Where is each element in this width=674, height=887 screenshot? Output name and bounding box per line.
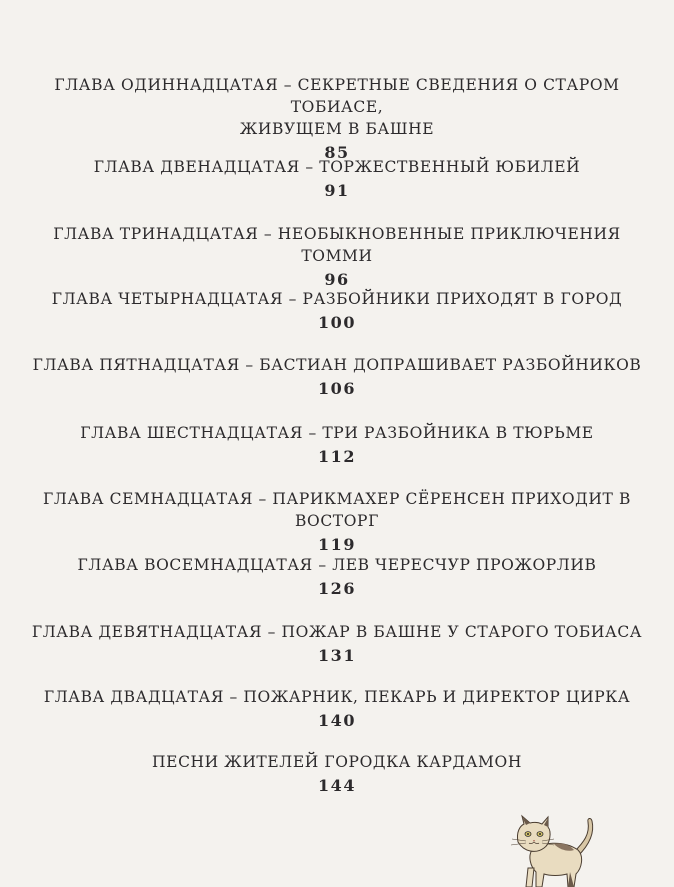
toc-entry-title: ГЛАВА ДЕВЯТНАДЦАТАЯ – ПОЖАР В БАШНЕ У СТАРОГО ТОБИАСА bbox=[31, 623, 643, 641]
toc-entry-chapter-20[interactable] bbox=[0, 686, 674, 731]
toc-entry-page-number: 96 bbox=[324, 270, 350, 289]
toc-entry-page-number: 131 bbox=[318, 646, 356, 665]
toc-entry-page-number: 140 bbox=[318, 711, 356, 730]
toc-entry-page-number: 126 bbox=[318, 579, 356, 598]
toc-entry-page-number: 119 bbox=[318, 535, 356, 554]
toc-entry-title: ГЛАВА ЧЕТЫРНАДЦАТАЯ – РАЗБОЙНИКИ ПРИХОДЯТ В ГОРОД bbox=[51, 290, 623, 308]
toc-entry-title: ГЛАВА ШЕСТНАДЦАТАЯ – ТРИ РАЗБОЙНИКА В ТЮРЬМЕ bbox=[80, 424, 594, 442]
toc-entry-page-number: 112 bbox=[318, 447, 356, 466]
toc-entry-title: ГЛАВА СЕМНАДЦАТАЯ – ПАРИКМАХЕР СЁРЕНСЕН ПРИХОДИТ В ВОСТОРГ bbox=[43, 490, 631, 530]
toc-entry-page-number: 100 bbox=[318, 313, 356, 332]
toc-entry-chapter-19[interactable] bbox=[0, 621, 674, 666]
toc-entry-chapter-15[interactable] bbox=[0, 354, 674, 399]
cat-illustration-icon bbox=[504, 812, 600, 887]
toc-entry-title: ПЕСНИ ЖИТЕЛЕЙ ГОРОДКА КАРДАМОН bbox=[152, 753, 522, 771]
toc-entry-page-number: 106 bbox=[318, 379, 356, 398]
toc-entry-title: ГЛАВА ДВЕНАДЦАТАЯ – ТОРЖЕСТВЕННЫЙ ЮБИЛЕЙ bbox=[93, 158, 581, 176]
toc-entry-chapter-18[interactable] bbox=[0, 554, 674, 599]
toc-entry-page-number: 144 bbox=[318, 776, 356, 795]
toc-entry-chapter-14[interactable] bbox=[0, 288, 674, 333]
toc-entry-title: ГЛАВА ПЯТНАДЦАТАЯ – БАСТИАН ДОПРАШИВАЕТ РАЗБОЙНИКОВ bbox=[32, 356, 642, 374]
toc-entry-page-number: 91 bbox=[324, 181, 350, 200]
toc-entry-songs[interactable] bbox=[0, 751, 674, 796]
toc-entry-chapter-12[interactable] bbox=[0, 156, 674, 201]
toc-entry-chapter-11[interactable] bbox=[0, 74, 674, 163]
toc-entry-title: ГЛАВА ТРИНАДЦАТАЯ – НЕОБЫКНОВЕННЫЕ ПРИКЛЮЧЕНИЯ ТОММИ bbox=[53, 225, 621, 265]
toc-entry-title: ГЛАВА ВОСЕМНАДЦАТАЯ – ЛЕВ ЧЕРЕСЧУР ПРОЖОРЛИВ bbox=[77, 556, 597, 574]
toc-entry-title-line2: ЖИВУЩЕМ В БАШНЕ bbox=[239, 120, 435, 138]
toc-entry-title: ГЛАВА ДВАДЦАТАЯ – ПОЖАРНИК, ПЕКАРЬ И ДИРЕКТОР ЦИРКА bbox=[43, 688, 631, 706]
toc-entry-page-number: 85 bbox=[324, 143, 350, 162]
toc-entry-chapter-17[interactable] bbox=[0, 488, 674, 555]
toc-entry-chapter-13[interactable] bbox=[0, 223, 674, 290]
toc-entry-title bbox=[0, 74, 674, 140]
toc-entry-title-line1: ГЛАВА ОДИННАДЦАТАЯ – СЕКРЕТНЫЕ СВЕДЕНИЯ О СТАРОМ ТОБИАСЕ, bbox=[54, 76, 620, 116]
toc-entry-chapter-16[interactable] bbox=[0, 422, 674, 467]
